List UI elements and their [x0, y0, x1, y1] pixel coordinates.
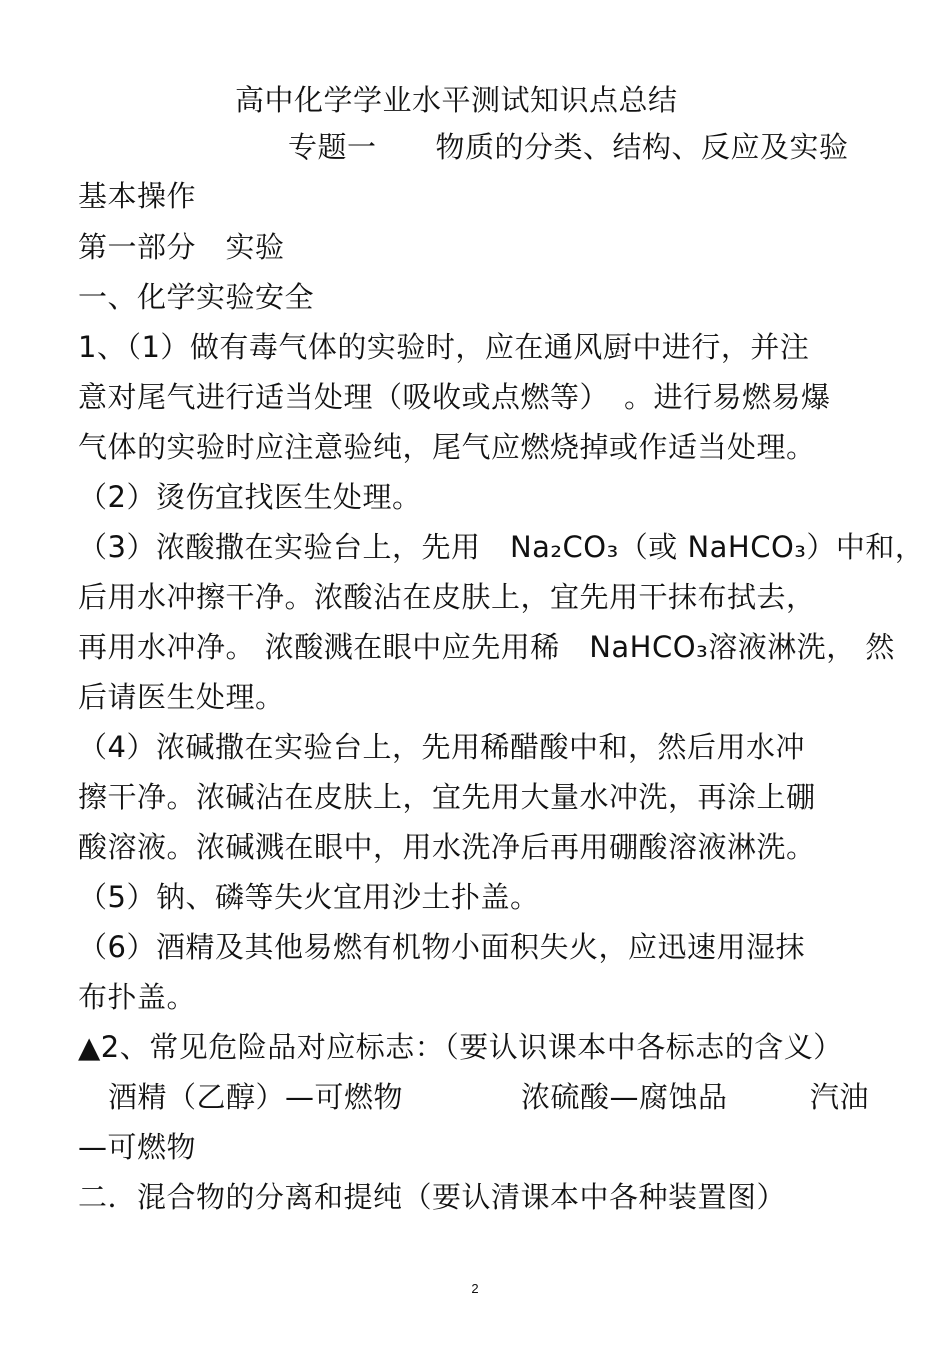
paragraph-line: 后用水冲擦干净。浓酸沾在皮肤上，宜先用干抹布拭去， [78, 580, 816, 614]
part-heading: 第一部分 实验 [78, 230, 285, 264]
page-number: 2 [471, 1281, 479, 1296]
section-heading-safety: 一、化学实验安全 [78, 280, 315, 314]
paragraph-line: 擦干净。浓碱沾在皮肤上，宜先用大量水冲洗，再涂上硼 [78, 780, 816, 814]
document-title: 高中化学学业水平测试知识点总结 [235, 83, 678, 117]
paragraph-line: 气体的实验时应注意验纯，尾气应燃烧掉或作适当处理。 [78, 430, 816, 464]
paragraph-line: （6）酒精及其他易燃有机物小面积失火，应迅速用湿抹 [78, 930, 805, 964]
chapter-heading-continued: 基本操作 [78, 179, 197, 213]
paragraph-line: （3）浓酸撒在实验台上，先用 Na₂CO₃（或 NaHCO₃）中和， [78, 530, 925, 564]
paragraph-line: 布扑盖。 [78, 980, 197, 1014]
hazard-item-gasoline-label: —可燃物 [78, 1130, 197, 1164]
hazard-item-sulfuric-acid: 浓硫酸—腐蚀品 [521, 1080, 728, 1114]
paragraph-line: （4）浓碱撒在实验台上，先用稀醋酸中和，然后用水冲 [78, 730, 805, 764]
paragraph-line: （5）钠、磷等失火宜用沙土扑盖。 [78, 880, 540, 914]
hazard-item-ethanol: 酒精（乙醇）—可燃物 [108, 1080, 404, 1114]
hazard-item-gasoline: 汽油 [810, 1080, 870, 1114]
paragraph-line: 后请医生处理。 [78, 680, 285, 714]
chapter-heading: 专题一 物质的分类、结构、反应及实验 [288, 130, 849, 164]
paragraph-line: 意对尾气进行适当处理（吸收或点燃等） 。进行易燃易爆 [78, 380, 831, 414]
paragraph-line: （2）烫伤宜找医生处理。 [78, 480, 422, 514]
paragraph-line: 再用水冲净。 浓酸溅在眼中应先用稀 NaHCO₃溶液淋洗， 然 [78, 630, 895, 664]
paragraph-line: 酸溶液。浓碱溅在眼中，用水洗净后再用硼酸溶液淋洗。 [78, 830, 816, 864]
hazard-signs-heading: ▲2、常见危险品对应标志：（要认识课本中各标志的含义） [78, 1030, 843, 1064]
paragraph-line: 1、（1）做有毒气体的实验时，应在通风厨中进行，并注 [78, 330, 810, 364]
section-heading-separation: 二．混合物的分离和提纯（要认清课本中各种装置图） [78, 1180, 787, 1214]
